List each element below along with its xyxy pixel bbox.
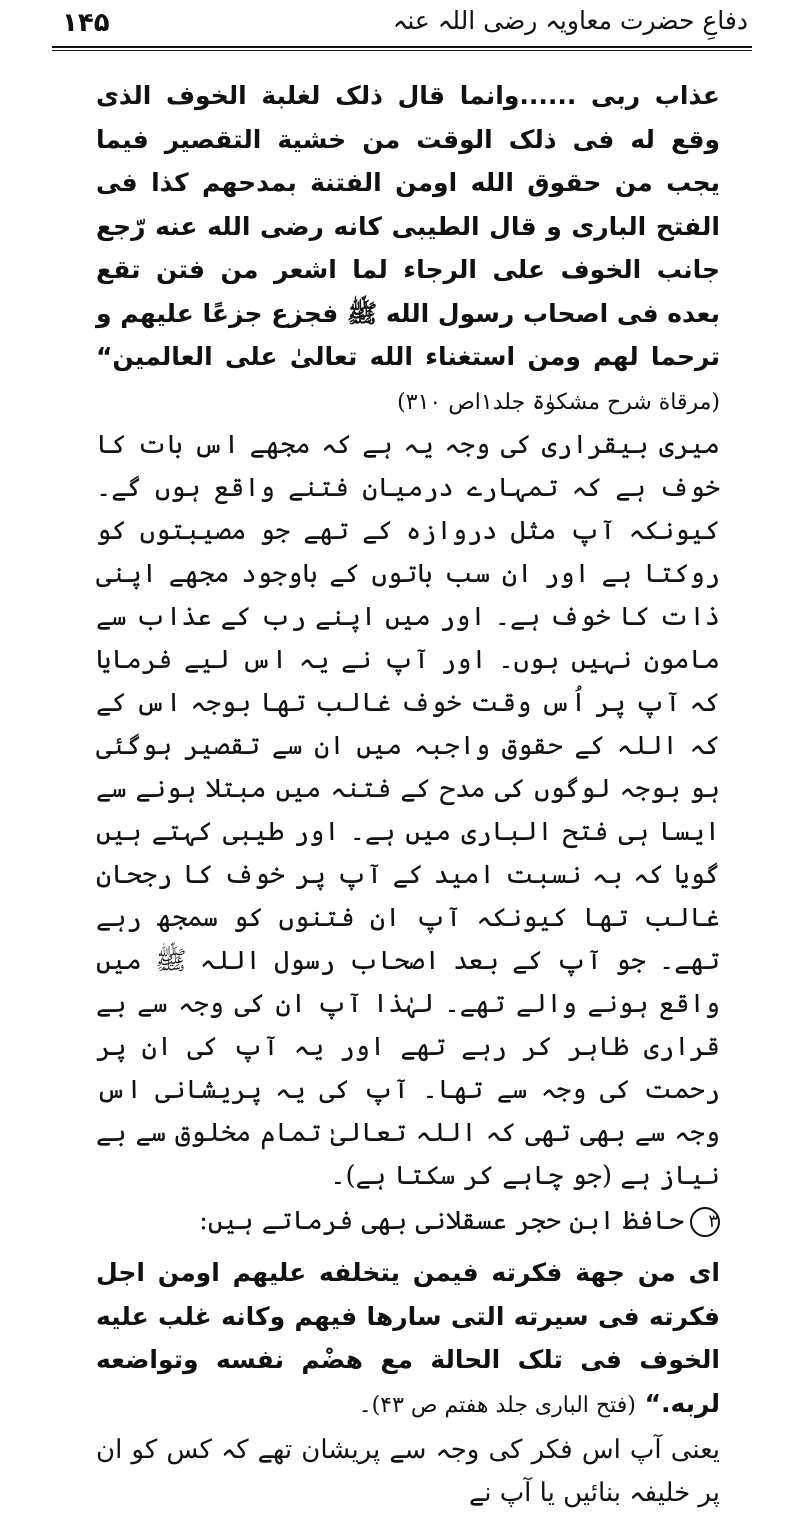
page-header <box>0 0 800 52</box>
urdu-paragraph-2 <box>96 1200 720 1243</box>
urdu-paragraph-1: میری بیقراری کی وجہ یہ ہے کہ مجھے اس بات کا خوف ہے کہ تمہارے درمیان فتنے واقع ہوں گے۔ کیونکہ آپ مثل دروازہ کے تھے جو مصیبتوں کو روکتا ہے اور ان سب باتوں کے باوجود مجھے اپنی ذات کا خوف ہے۔ اور میں اپنے رب کے عذاب سے مامون نہیں ہوں۔ اور آپ نے یہ اس لیے فرمایا کہ آپ پر اُس وقت خوف غالب تھا بوجہ اس کے کہ اللہ کے حقوق واجبہ میں ان سے تقصیر ہوگئی ہو بوجہ لوگوں کی مدح کے فتنہ میں مبتلا ہونے سے ایسا ہی فتح الباری میں ہے۔ اور طیبی کہتے ہیں گویا کہ بہ نسبت امید کے آپ پر خوف کا رجحان غالب تھا کیونکہ آپ ان فتنوں کو سمجھ رہے تھے۔ جو آپ کے بعد اصحاب رسول اللہ ﷺ میں واقع ہونے والے تھے۔ لہٰذا آپ ان کی وجہ سے بے قراری ظاہر کر رہے تھے اور یہ آپ کی ان پر رحمت کی وجہ سے تھا۔ آپ کی یہ پریشانی اس وجہ سے بھی تھی کہ اللہ تعالیٰ تمام مخلوق سے بے نیاز ہے (جو چاہے کر سکتا ہے)۔ <box>96 430 720 1191</box>
arabic-quote-2-text: ای من جهة فکرته فیمن یتخلفه علیهم اومن اجل فکرته فی سیرته التی سارها فیهم وکانه غلب علیه الخوف فی تلک الحالة مع هضْم نفسه وتواضعه لربه.“ <box>96 1258 720 1418</box>
header-rule-thin <box>52 50 752 51</box>
citation-fath-al-bari: (فتح الباری جلد ھفتم ص ۴۳)۔ <box>358 1392 636 1418</box>
running-title: دفاعِ حضرت معاویہ رضی اللہ عنہ <box>392 6 748 35</box>
arabic-quote-1 <box>96 74 720 424</box>
urdu-paragraph-3: یعنی آپ اس فکر کی وجہ سے پریشان تھے کہ کس کو ان پر خلیفہ بنائیں یا آپ نے <box>96 1435 720 1508</box>
header-rule <box>52 46 752 48</box>
arabic-quote-1-text: عذاب ربی ......وانما قال ذلک لغلبة الخوف الذی وقع له فی ذلک الوقت من خشیة التقصیر فیما یجب من حقوق الله اومن الفتنة بمدحهم کذا فی الفتح الباری و قال الطیبی کانه رضی الله عنه رّجع جانب الخوف علی الرجاء لما اشعر من فتن تقع بعده فی اصحاب رسول الله ﷺ فجزع جزعًا علیهم و ترحما لهم ومن استغناء الله تعالیٰ علی العالمین“ <box>96 81 720 371</box>
citation-mirqat: (مرقاة شرح مشکوٰۃ جلد۱اص ۳۱۰) <box>397 389 720 415</box>
page-body <box>96 66 720 1515</box>
item-number-marker: ۳ <box>690 1207 720 1237</box>
urdu-paragraph-2-text: حافظ ابن حجر عسقلانی بھی فرماتے ہیں: <box>199 1206 684 1236</box>
page-number: ۱۴۵ <box>62 8 110 38</box>
arabic-quote-2 <box>96 1251 720 1427</box>
